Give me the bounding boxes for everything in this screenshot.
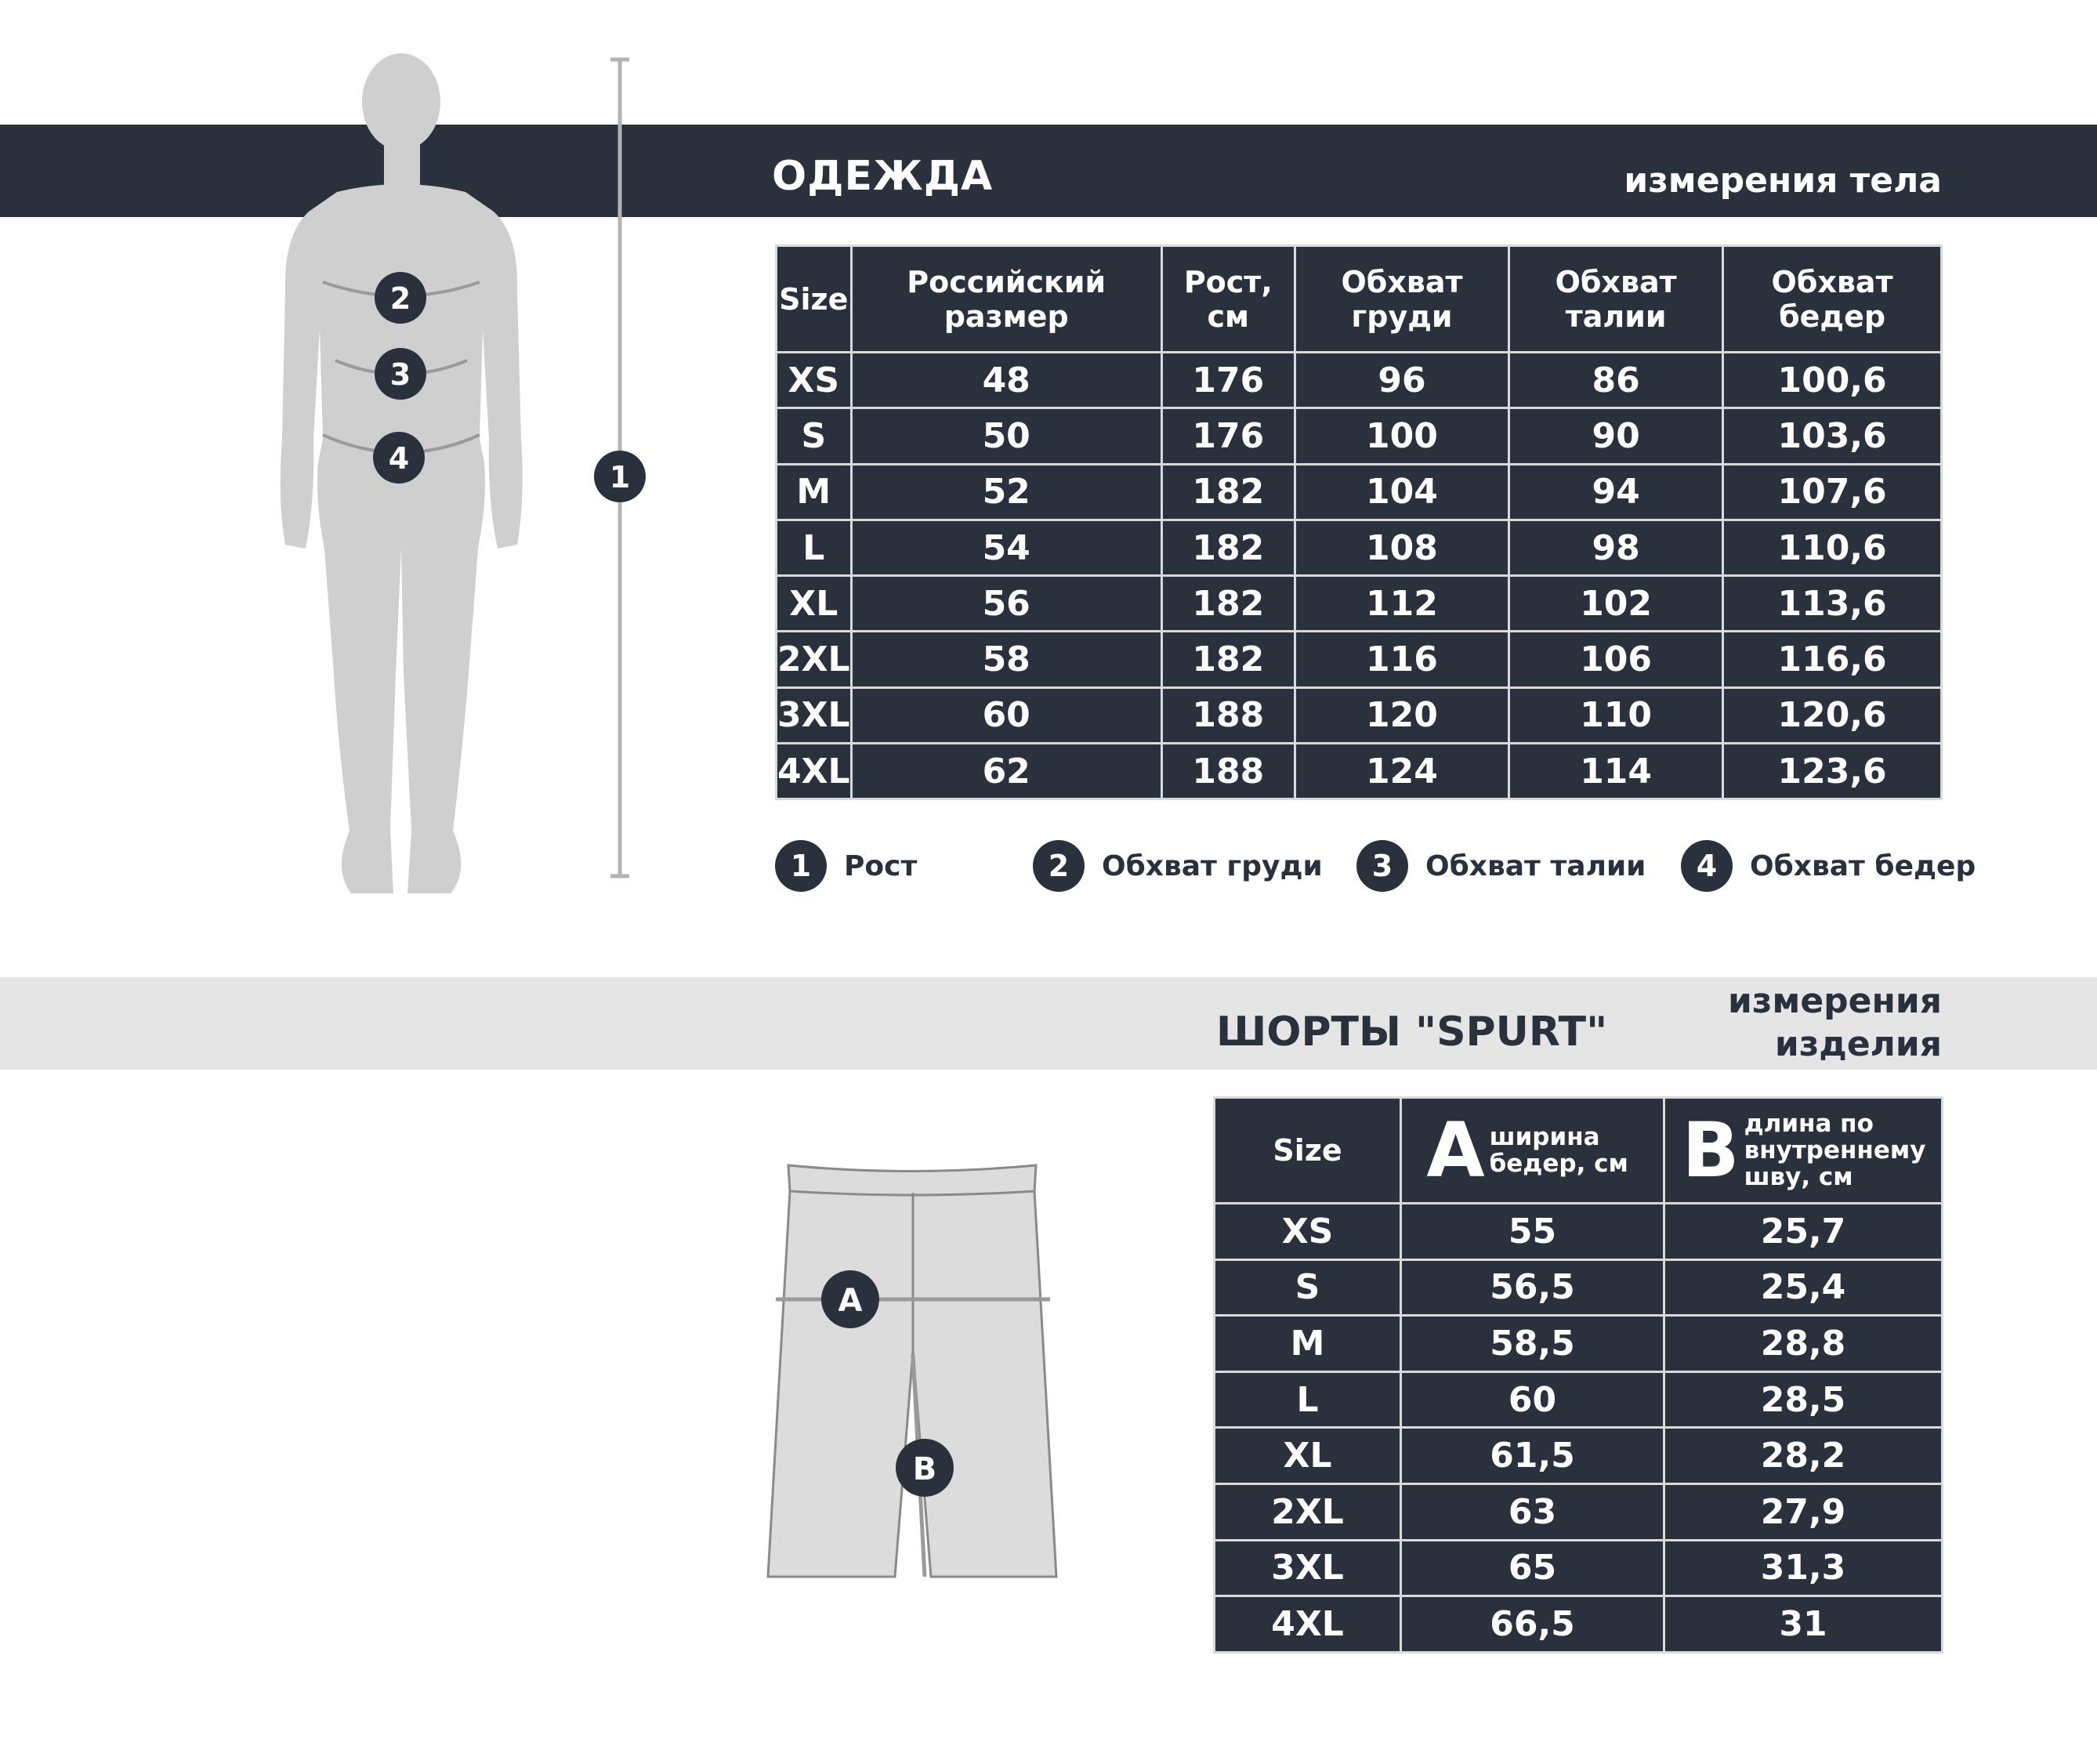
table-row bbox=[777, 464, 1942, 520]
table-cell: 27,9 bbox=[1664, 1483, 1943, 1540]
table-cell: 61,5 bbox=[1401, 1428, 1664, 1484]
table-cell: 58,5 bbox=[1401, 1316, 1664, 1372]
shorts-size-table bbox=[1213, 1096, 1943, 1654]
table-cell: 4XL bbox=[1215, 1596, 1401, 1653]
table-cell: 100,6 bbox=[1723, 353, 1942, 408]
marker-waist-label: 3 bbox=[389, 357, 411, 392]
table-cell: 2XL bbox=[777, 632, 852, 687]
legend-label: Обхват талии bbox=[1425, 849, 1646, 882]
table-cell: 52 bbox=[851, 464, 1161, 520]
table-cell: 60 bbox=[851, 687, 1161, 743]
table-cell: 103,6 bbox=[1723, 408, 1942, 464]
shorts-subtitle: измерения изделия bbox=[1727, 981, 1942, 1064]
table-cell: 25,7 bbox=[1664, 1204, 1943, 1260]
table-cell: S bbox=[777, 408, 852, 464]
table-cell: 123,6 bbox=[1723, 744, 1942, 799]
marker-chest-label: 2 bbox=[389, 281, 411, 316]
marker-height-label: 1 bbox=[609, 460, 631, 494]
legend-item-waist bbox=[1356, 839, 1646, 893]
shorts-silhouette bbox=[768, 1165, 1056, 1577]
table-cell: 100 bbox=[1295, 408, 1508, 464]
table-cell: 108 bbox=[1295, 520, 1508, 575]
header-hip-width bbox=[1401, 1098, 1664, 1204]
table-cell: 48 bbox=[851, 353, 1161, 408]
table-cell: 102 bbox=[1509, 576, 1723, 632]
header-chest: Обхват груди bbox=[1295, 246, 1508, 353]
table-cell: 176 bbox=[1161, 353, 1295, 408]
table-cell: 106 bbox=[1509, 632, 1723, 687]
table-cell: 120,6 bbox=[1723, 687, 1942, 743]
table-cell: 96 bbox=[1295, 353, 1508, 408]
table-cell: 2XL bbox=[1215, 1483, 1401, 1540]
table-cell: S bbox=[1215, 1259, 1401, 1316]
table-cell: 56 bbox=[851, 576, 1161, 632]
table-cell: XS bbox=[1215, 1204, 1401, 1260]
table-cell: 28,2 bbox=[1664, 1428, 1943, 1484]
table-cell: 113,6 bbox=[1723, 576, 1942, 632]
table-cell: 3XL bbox=[777, 687, 852, 743]
table-cell: L bbox=[1215, 1371, 1401, 1428]
table-cell: 54 bbox=[851, 520, 1161, 575]
table-cell: 124 bbox=[1295, 744, 1508, 799]
shorts-title: ШОРТЫ "SPURT" bbox=[1216, 1009, 1608, 1056]
table-cell: 62 bbox=[851, 744, 1161, 799]
clothes-subtitle: измерения тела bbox=[1624, 161, 1942, 201]
table-row bbox=[777, 408, 1942, 464]
header-b-letter: B bbox=[1682, 1107, 1740, 1194]
clothes-size-table bbox=[775, 244, 1943, 800]
legend-label: Рост bbox=[844, 849, 918, 882]
header-inseam bbox=[1664, 1098, 1943, 1204]
table-cell: 86 bbox=[1509, 353, 1723, 408]
table-cell: 110,6 bbox=[1723, 520, 1942, 575]
table-cell: 56,5 bbox=[1401, 1259, 1664, 1316]
legend-number-badge: 2 bbox=[1033, 840, 1085, 892]
table-cell: 107,6 bbox=[1723, 464, 1942, 520]
table-cell: 50 bbox=[851, 408, 1161, 464]
clothes-title: ОДЕЖДА bbox=[772, 153, 994, 200]
legend-number-badge: 3 bbox=[1356, 840, 1408, 892]
table-cell: 65 bbox=[1401, 1540, 1664, 1596]
table-row bbox=[777, 576, 1942, 632]
header-hips: Обхват бедер bbox=[1723, 246, 1942, 353]
header-height: Рост, см bbox=[1161, 246, 1295, 353]
table-row bbox=[1215, 1259, 1943, 1316]
table-cell: 28,5 bbox=[1664, 1371, 1943, 1428]
header-size: Size bbox=[777, 246, 852, 353]
table-cell: 98 bbox=[1509, 520, 1723, 575]
table-cell: 66,5 bbox=[1401, 1596, 1664, 1653]
table-row bbox=[777, 353, 1942, 408]
header-size: Size bbox=[1215, 1098, 1401, 1204]
header-b-text: длина по внутреннему шву, см bbox=[1744, 1110, 1926, 1191]
table-cell: 176 bbox=[1161, 408, 1295, 464]
table-header-row bbox=[1215, 1098, 1943, 1204]
marker-chest-icon bbox=[375, 272, 426, 324]
table-row bbox=[1215, 1483, 1943, 1540]
marker-hips-label: 4 bbox=[388, 441, 410, 476]
table-row bbox=[777, 632, 1942, 687]
marker-height-icon bbox=[594, 451, 646, 502]
legend-number-badge: 4 bbox=[1681, 840, 1733, 892]
table-row bbox=[1215, 1371, 1943, 1428]
table-cell: 55 bbox=[1401, 1204, 1664, 1260]
table-cell: 188 bbox=[1161, 744, 1295, 799]
table-row bbox=[1215, 1428, 1943, 1484]
table-cell: 58 bbox=[851, 632, 1161, 687]
table-cell: M bbox=[777, 464, 852, 520]
table-cell: 188 bbox=[1161, 687, 1295, 743]
header-ru-size: Российский размер bbox=[851, 246, 1161, 353]
table-cell: 28,8 bbox=[1664, 1316, 1943, 1372]
header-waist: Обхват талии bbox=[1509, 246, 1723, 353]
table-cell: 116 bbox=[1295, 632, 1508, 687]
legend-item-chest bbox=[1033, 839, 1323, 893]
header-a-text: ширина бедер, см bbox=[1489, 1123, 1628, 1178]
table-cell: XL bbox=[1215, 1428, 1401, 1484]
table-cell: 3XL bbox=[1215, 1540, 1401, 1596]
table-cell: 182 bbox=[1161, 464, 1295, 520]
table-cell: 112 bbox=[1295, 576, 1508, 632]
table-cell: XS bbox=[777, 353, 852, 408]
marker-b-label: B bbox=[912, 1451, 937, 1487]
table-cell: 182 bbox=[1161, 576, 1295, 632]
legend-label: Обхват груди bbox=[1102, 849, 1323, 882]
legend-number-badge: 1 bbox=[775, 840, 827, 892]
table-cell: 90 bbox=[1509, 408, 1723, 464]
table-cell: 120 bbox=[1295, 687, 1508, 743]
table-row bbox=[1215, 1596, 1943, 1653]
table-cell: 31 bbox=[1664, 1596, 1943, 1653]
table-cell: 94 bbox=[1509, 464, 1723, 520]
table-cell: L bbox=[777, 520, 852, 575]
marker-a-label: A bbox=[838, 1283, 863, 1319]
table-cell: 104 bbox=[1295, 464, 1508, 520]
marker-b-icon bbox=[896, 1439, 954, 1497]
marker-a-icon bbox=[821, 1270, 879, 1328]
legend-item-height bbox=[775, 839, 917, 893]
table-cell: 4XL bbox=[777, 744, 852, 799]
legend-label: Обхват бедер bbox=[1750, 849, 1976, 882]
table-cell: 182 bbox=[1161, 632, 1295, 687]
table-row bbox=[777, 520, 1942, 575]
table-cell: 60 bbox=[1401, 1371, 1664, 1428]
table-cell: XL bbox=[777, 576, 852, 632]
table-row bbox=[1215, 1316, 1943, 1372]
table-cell: 25,4 bbox=[1664, 1259, 1943, 1316]
table-cell: M bbox=[1215, 1316, 1401, 1372]
table-cell: 31,3 bbox=[1664, 1540, 1943, 1596]
marker-hips-icon bbox=[373, 432, 425, 484]
table-cell: 110 bbox=[1509, 687, 1723, 743]
table-cell: 182 bbox=[1161, 520, 1295, 575]
table-cell: 63 bbox=[1401, 1483, 1664, 1540]
table-cell: 116,6 bbox=[1723, 632, 1942, 687]
table-header-row bbox=[777, 246, 1942, 353]
table-cell: 114 bbox=[1509, 744, 1723, 799]
header-a-letter: A bbox=[1426, 1107, 1485, 1194]
legend-item-hips bbox=[1681, 839, 1976, 893]
table-row bbox=[777, 744, 1942, 799]
table-row bbox=[1215, 1204, 1943, 1260]
table-row bbox=[777, 687, 1942, 743]
table-row bbox=[1215, 1540, 1943, 1596]
marker-waist-icon bbox=[375, 348, 426, 400]
